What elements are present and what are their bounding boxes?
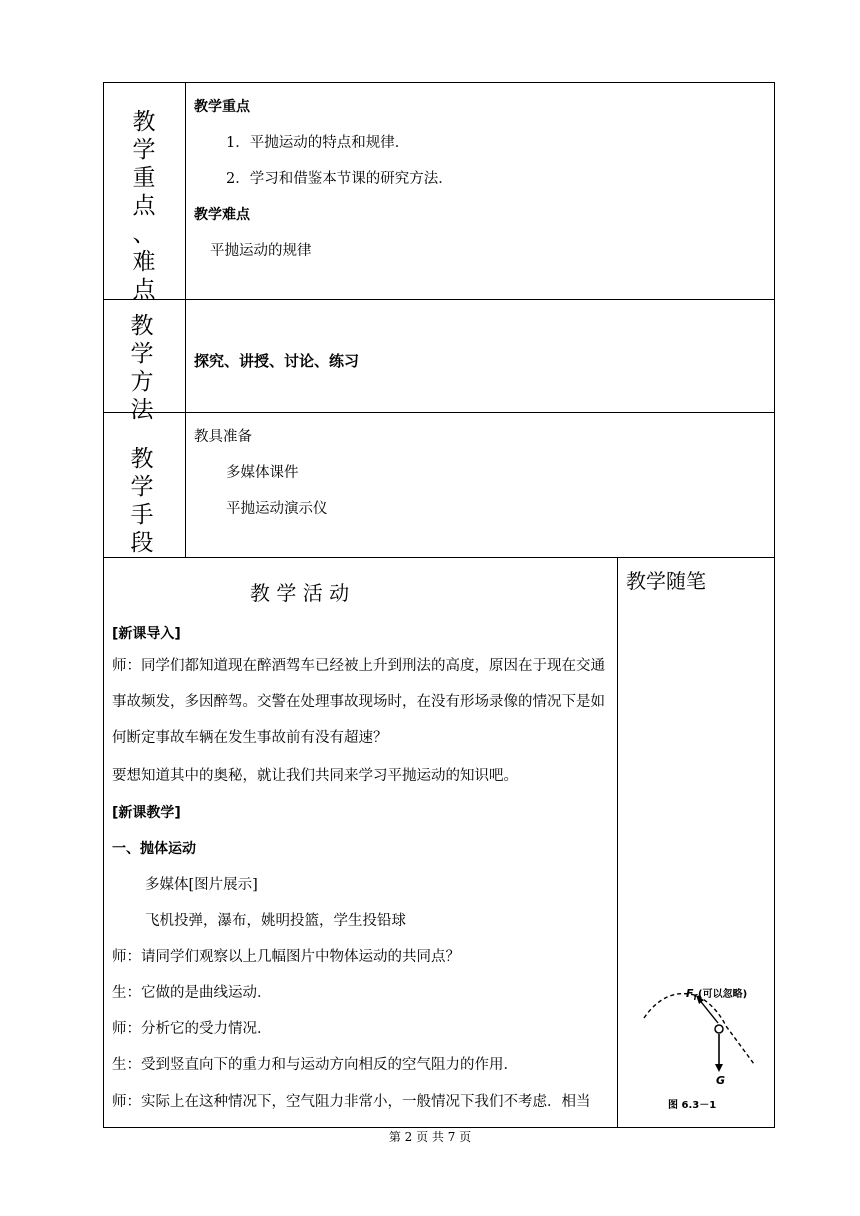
difficult-point-text: 平抛运动的规律 — [210, 243, 312, 259]
row-label-key-points: 教 学 重 点 、 难 点 — [132, 109, 156, 303]
label-column-divider — [185, 82, 186, 558]
key-point-item: 1．平抛运动的特点和规律． — [226, 135, 410, 151]
notes-column-divider — [617, 558, 618, 1128]
examples-line: 飞机投弹，瀑布，姚明投篮，学生投铅球 — [145, 913, 406, 929]
means-item: 平抛运动演示仪 — [226, 501, 328, 517]
media-line: 多媒体[图片展示] — [145, 877, 258, 893]
dialog-line: 师：请同学们观察以上几幅图片中物体运动的共同点？ — [112, 949, 460, 965]
key-point-item: 2．学习和借鉴本节课的研究方法． — [226, 171, 453, 187]
notes-title: 教学随笔 — [626, 569, 706, 593]
gravity-arrowhead — [715, 1064, 723, 1072]
ball — [715, 1025, 723, 1033]
row-divider-1 — [103, 299, 775, 300]
dialog-line: 师：分析它的受力情况． — [112, 1021, 272, 1037]
difficult-points-heading: 教学难点 — [194, 207, 250, 223]
means-item: 多媒体课件 — [226, 465, 299, 481]
force-label: $F_f$ — [686, 987, 697, 1002]
force-note: (可以忽略) — [698, 989, 748, 1000]
row-label-means: 教 学 手 段 — [130, 446, 154, 556]
lesson-table — [103, 82, 775, 1128]
row-divider-2 — [103, 412, 775, 413]
activity-title: 教 学 活 动 — [250, 581, 350, 605]
gravity-label: G — [716, 1074, 726, 1087]
dialog-line: 生：它做的是曲线运动． — [112, 985, 272, 1001]
means-heading: 教具准备 — [194, 429, 252, 445]
projectile-force-figure — [636, 978, 766, 1114]
dialog-line: 师：实际上在这种情况下，空气阻力非常小，一般情况下我们不考虑．相当 — [112, 1094, 591, 1110]
figure-caption: 图 6.3－1 — [668, 1100, 717, 1111]
key-points-heading: 教学重点 — [194, 99, 250, 115]
row-label-method: 教 学 方 法 — [130, 313, 154, 423]
intro-heading: [新课导入] — [112, 626, 181, 642]
method-text: 探究、讲授、讨论、练习 — [194, 352, 360, 370]
teaching-heading: [新课教学] — [112, 805, 181, 821]
trajectory-curve — [644, 994, 754, 1064]
dialog-line: 生：受到竖直向下的重力和与运动方向相反的空气阻力的作用． — [112, 1057, 518, 1073]
page-footer: 第 2 页 共 7 页 — [388, 1130, 472, 1144]
intro-paragraph: 师：同学们都知道现在醉酒驾车已经被上升到刑法的高度，原因在于现在交通事故频发，多因醉驾。交警在处理事故现场时，在没有形场录像的情况下是如何断定事故车辆在发生事故前有没有超速？ — [112, 658, 605, 746]
row-divider-3 — [103, 557, 775, 558]
sub-heading: 一、抛体运动 — [112, 841, 196, 857]
intro-line: 要想知道其中的奥秘，就让我们共同来学习平抛运动的知识吧。 — [112, 768, 518, 784]
